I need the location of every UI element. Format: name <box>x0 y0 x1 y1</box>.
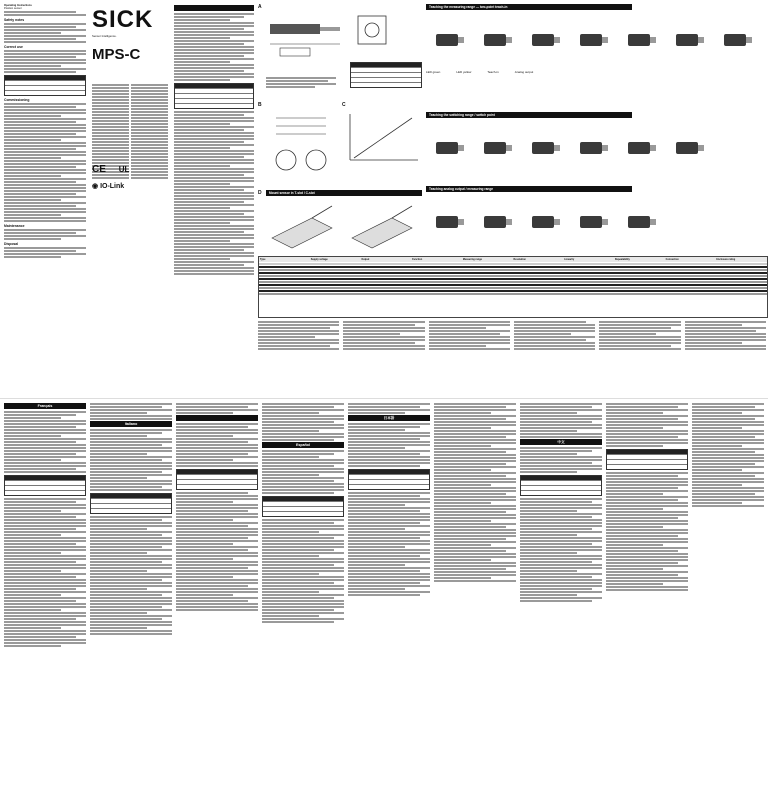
brand-logo: SICK <box>92 6 154 33</box>
figure-c-label: C <box>342 102 346 108</box>
fold-line <box>0 398 768 399</box>
th-output: Output <box>361 258 370 261</box>
column-spanish <box>262 402 344 794</box>
teach-band-1: Teaching the measuring range — two-point teach-in <box>426 4 632 10</box>
io-link-text: IO-Link <box>100 183 125 190</box>
section-header-2 <box>176 415 258 421</box>
io-link-logo <box>92 182 124 190</box>
ce-mark: CE <box>92 164 106 175</box>
th-supply: Supply voltage <box>310 258 328 261</box>
column-japanese <box>348 402 430 794</box>
commissioning-heading: Commissioning <box>4 98 30 103</box>
spec-table-last <box>606 449 688 470</box>
column-french <box>4 402 86 794</box>
figure-c-graph <box>344 110 422 170</box>
spec-table-japanese <box>348 469 430 490</box>
column-chinese <box>520 402 602 794</box>
th-function: Function <box>412 258 423 261</box>
column-italian-2 <box>176 402 258 794</box>
th-range: Measuring range <box>462 258 482 261</box>
th-enclosure: Enclosure rating <box>716 258 736 261</box>
column-last-2 <box>692 402 764 794</box>
th-resolution: Resolution <box>513 258 526 261</box>
ul-mark: UL <box>118 165 130 174</box>
section-header-japanese: 日本語 <box>348 415 430 421</box>
legend-led-green: LED green <box>426 70 441 74</box>
spec-table-col3 <box>176 469 258 490</box>
figure-a-label: A <box>258 4 262 10</box>
technical-data-table <box>258 256 768 318</box>
teach-panel-2 <box>426 112 766 188</box>
spec-table-french <box>4 475 86 496</box>
section-header-spanish: Español <box>262 442 344 448</box>
spec-table-italian <box>90 493 172 514</box>
column-japanese-2 <box>434 402 516 794</box>
legend-analog-output: Analog output <box>514 70 534 74</box>
product-name: MPS-C <box>92 46 141 63</box>
column-english-instructions <box>4 4 86 396</box>
figure-b-label: B <box>258 102 262 108</box>
th-repeatability: Repeatability <box>614 258 630 261</box>
column-last <box>606 402 688 794</box>
figures-panel <box>258 4 424 254</box>
section-header-italian: Italiano <box>90 421 172 427</box>
th-type: Type <box>260 258 266 261</box>
legend-led-yellow: LED yellow <box>456 70 472 74</box>
doc-title: Operating Instructions <box>4 4 32 7</box>
teach-panel-3 <box>426 186 766 256</box>
section-header-1 <box>174 5 254 11</box>
maintenance-heading: Maintenance <box>4 224 25 229</box>
disposal-heading: Disposal <box>4 242 19 247</box>
spec-table-german <box>174 83 254 109</box>
doc-subtitle: Position sensor <box>4 7 22 11</box>
table-notes <box>258 320 766 394</box>
brand-tagline: Sensor Intelligence. <box>92 34 117 38</box>
column-german-instructions <box>174 4 254 396</box>
teach-band-3: Teaching analog output / measuring range <box>426 186 632 192</box>
figure-d-mounting <box>262 198 422 254</box>
column-italian <box>90 402 172 794</box>
cover-panel <box>92 4 168 396</box>
safety-heading: Safety notes <box>4 18 25 23</box>
spec-table-chinese <box>520 475 602 496</box>
teach-band-2: Teaching the switching range / switch point <box>426 112 632 118</box>
section-header-french: Français <box>4 403 86 409</box>
section-header-chinese: 中文 <box>520 439 602 445</box>
th-linearity: Linearity <box>564 258 575 261</box>
io-link-icon: ◉ <box>92 183 99 190</box>
figure-b-connector <box>266 108 336 188</box>
spec-table-small <box>4 75 86 96</box>
figure-a-table <box>350 62 422 88</box>
figure-a-drawing <box>266 10 346 60</box>
legend-teach-in: Teach-in <box>487 70 499 74</box>
spec-table-spanish <box>262 496 344 517</box>
figure-d-label: D <box>258 190 262 196</box>
mount-band: Mount sensor in T-slot / C-slot <box>266 190 422 196</box>
correct-use-heading: Correct use <box>4 45 23 50</box>
th-connection: Connection <box>665 258 679 261</box>
figure-a-sideview <box>354 12 390 52</box>
teach-panel-1 <box>426 4 766 80</box>
